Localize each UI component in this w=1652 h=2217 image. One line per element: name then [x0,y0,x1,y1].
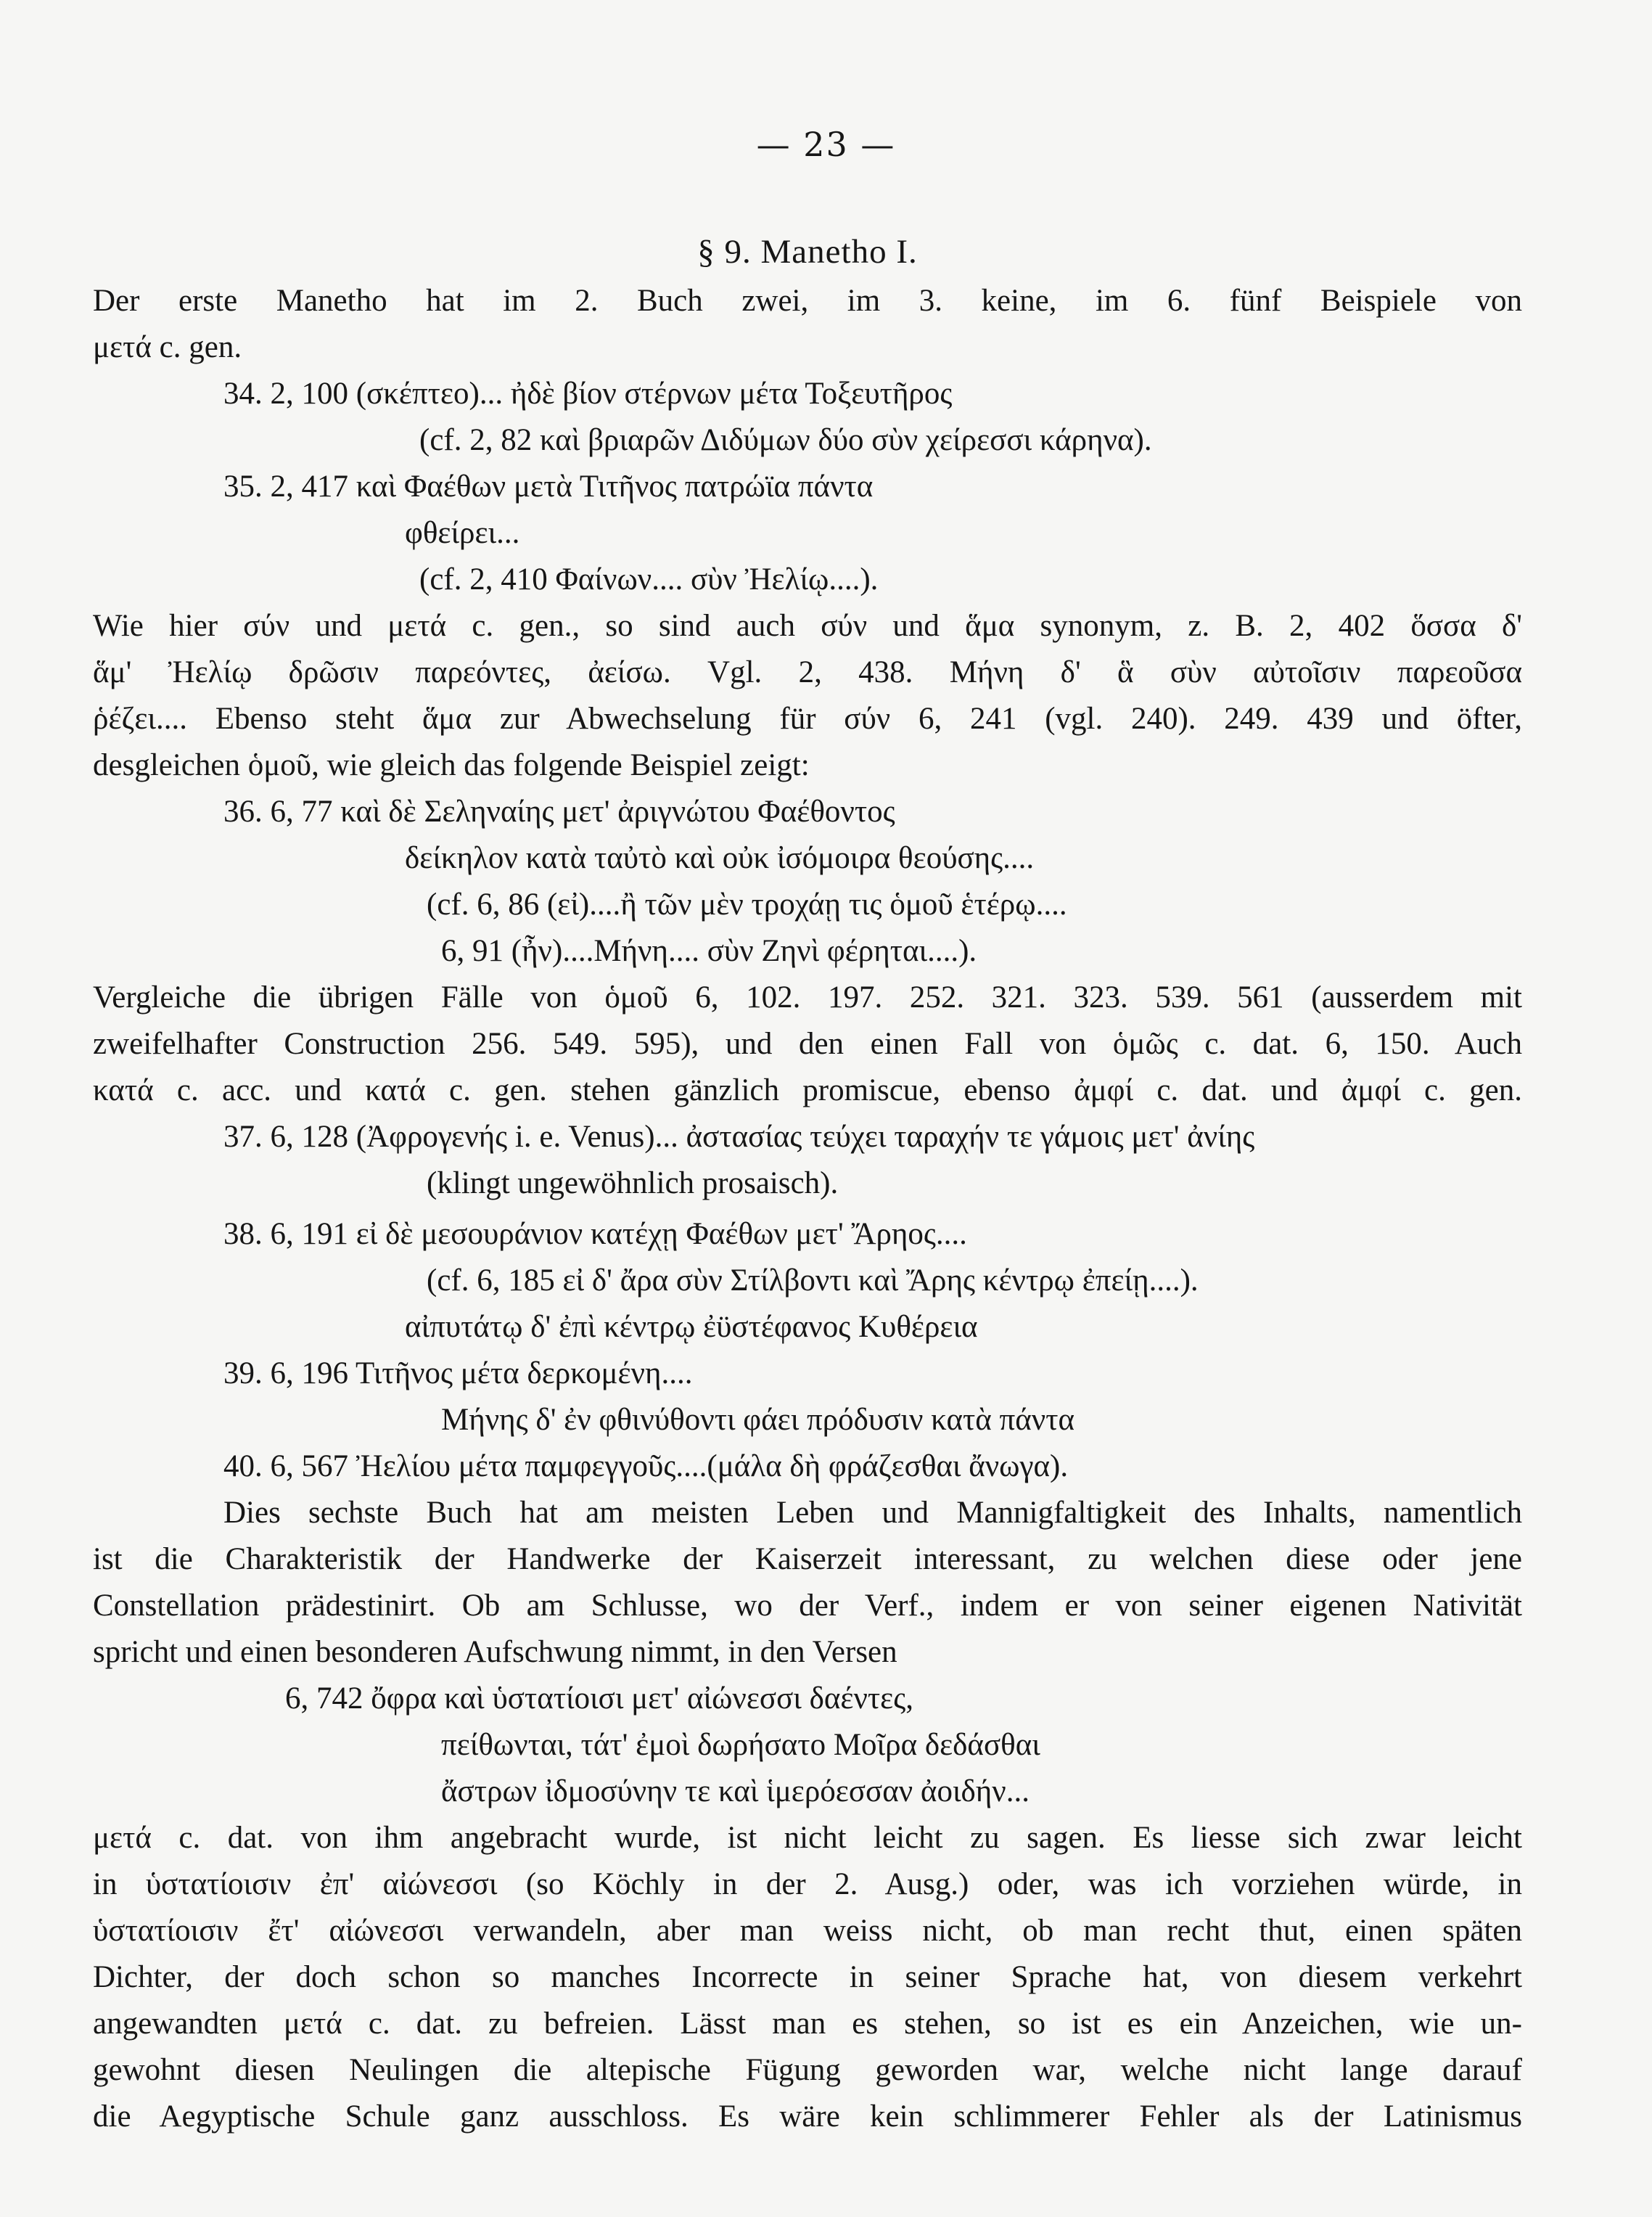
verse-line: 6, 742 ὄφρα καὶ ὑστατίοισι μετ' αἰώνεσσι δαέντες, [285,1681,914,1716]
verse-line: πείθωνται, τάτ' ἐμοὶ δωρήσατο Μοῖρα δεδάσθαι [441,1728,1040,1762]
example-38-cont: αἰπυτάτῳ δ' ἐπὶ κέντρῳ ἐϋστέφανος Κυθέρεια [405,1310,978,1344]
example-36-cf: (cf. 6, 86 (εἰ)....ἢ τῶν μὲν τροχάῃ τις ὁμοῦ ἑτέρῳ.... [427,888,1067,922]
example-34: 34. 2, 100 (σκέπτεο)... ἠδὲ βίον στέρνων μέτα Τοξευτῆρος [223,377,953,411]
example-38: 38. 6, 191 εἰ δὲ μεσουράνιον κατέχῃ Φαέθων μετ' Ἄρηος.... [223,1217,967,1251]
example-39: 39. 6, 196 Τιτῆνος μέτα δερκομένη.... [223,1356,693,1390]
text-line: Vergleiche die übrigen Fälle von ὁμοῦ 6, 102. 197. 252. 321. 323. 539. 561 (ausserdem mit [93,980,1522,1015]
text-line: angewandten μετά c. dat. zu befreien. Lässt man es stehen, so ist es ein Anzeichen, wie un- [93,2007,1522,2041]
page-body [93,229,1522,2140]
text-line: Dichter, der doch schon so manches Incorrecte in seiner Sprache hat, von diesem verkehrt [93,1960,1522,1994]
text-line: ὑστατίοισιν ἔτ' αἰώνεσσι verwandeln, aber man weiss nicht, ob man recht thut, einen späten [93,1914,1522,1948]
text-line: desgleichen ὁμοῦ, wie gleich das folgende Beispiel zeigt: [93,748,810,782]
section-heading: § 9. Manetho I. [697,233,918,271]
example-37: 37. 6, 128 (Ἀφρογενής i. e. Venus)... ἀστασίας τεύχει ταραχήν τε γάμοις μετ' ἀνίης [223,1120,1255,1154]
text-line: in ὑστατίοισιν ἐπ' αἰώνεσσι (so Köchly in der 2. Ausg.) oder, was ich vorziehen würde, in [93,1867,1522,1901]
text-line: μετά c. gen. [93,330,242,364]
text-line: Wie hier σύν und μετά c. gen., so sind auch σύν und ἅμα synonym, z. B. 2, 402 ὅσσα δ' [93,609,1522,643]
text-line: Der erste Manetho hat im 2. Buch zwei, im 3. keine, im 6. fünf Beispiele von [93,284,1522,318]
text-line: Dies sechste Buch hat am meisten Leben und Mannigfaltigkeit des Inhalts, namentlich [223,1496,1522,1530]
verse-line: ἄστρων ἰδμοσύνην τε καὶ ἱμερόεσσαν ἀοιδήν... [441,1774,1030,1808]
example-35-cf: (cf. 2, 410 Φαίνων.... σὺν Ἠελίῳ....). [419,562,879,597]
text-line: die Aegyptische Schule ganz ausschloss. Es wäre kein schlimmerer Fehler als der Latinismus [93,2099,1522,2134]
example-34-cf: (cf. 2, 82 καὶ βριαρῶν Διδύμων δύο σὺν χείρεσσι κάρηνα). [419,423,1152,457]
text-line: ῥέζει.... Ebenso steht ἅμα zur Abwechselung für σύν 6, 241 (vgl. 240). 249. 439 und öfter, [93,702,1522,736]
text-line: spricht und einen besonderen Aufschwung nimmt, in den Versen [93,1635,897,1669]
text-line: ἅμ' Ἠελίῳ δρῶσιν παρεόντες, ἀείσω. Vgl. 2, 438. Μήνη δ' ἃ σὺν αὐτοῖσιν παρεοῦσα [93,655,1522,689]
example-38-cf: (cf. 6, 185 εἰ δ' ἄρα σὺν Στίλβοντι καὶ Ἄρης κέντρῳ ἐπείῃ....). [427,1263,1199,1298]
text-line: Constellation prädestinirt. Ob am Schlusse, wo der Verf., indem er von seiner eigenen Nativität [93,1589,1522,1623]
text-line: κατά c. acc. und κατά c. gen. stehen gänzlich promiscue, ebenso ἀμφί c. dat. und ἀμφί c. gen. [93,1073,1522,1107]
example-39-cont: Μήνης δ' ἐν φθινύθοντι φάει πρόδυσιν κατὰ πάντα [441,1403,1075,1437]
page-number: — 23 — [756,125,896,164]
example-40: 40. 6, 567 Ἠελίου μέτα παμφεγγοῦς....(μάλα δὴ φράζεσθαι ἄνωγα). [223,1449,1069,1483]
example-35: 35. 2, 417 καὶ Φαέθων μετὰ Τιτῆνος πατρώϊα πάντα [223,470,874,504]
example-35-cont: φθείρει... [405,516,520,550]
text-line: ist die Charakteristik der Handwerke der Kaiserzeit interessant, zu welchen diese oder jene [93,1542,1522,1576]
text-line: zweifelhafter Construction 256. 549. 595), und den einen Fall von ὁμῶς c. dat. 6, 150. Auch [93,1027,1522,1061]
example-36-cont: δείκηλον κατὰ ταὐτὸ καὶ οὐκ ἰσόμοιρα θεούσης.... [405,841,1035,875]
example-36: 36. 6, 77 καὶ δὲ Σεληναίης μετ' ἀριγνώτου Φαέθοντος [223,795,895,829]
example-36-cf2: 6, 91 (ἦν)....Μήνη.... σὺν Ζηνὶ φέρηται....). [441,934,977,968]
text-line: gewohnt diesen Neulingen die altepische Fügung geworden war, welche nicht lange darauf [93,2053,1522,2087]
text-line: μετά c. dat. von ihm angebracht wurde, ist nicht leicht zu sagen. Es liesse sich zwar leicht [93,1821,1522,1855]
example-37-cont: (klingt ungewöhnlich prosaisch). [427,1166,839,1200]
